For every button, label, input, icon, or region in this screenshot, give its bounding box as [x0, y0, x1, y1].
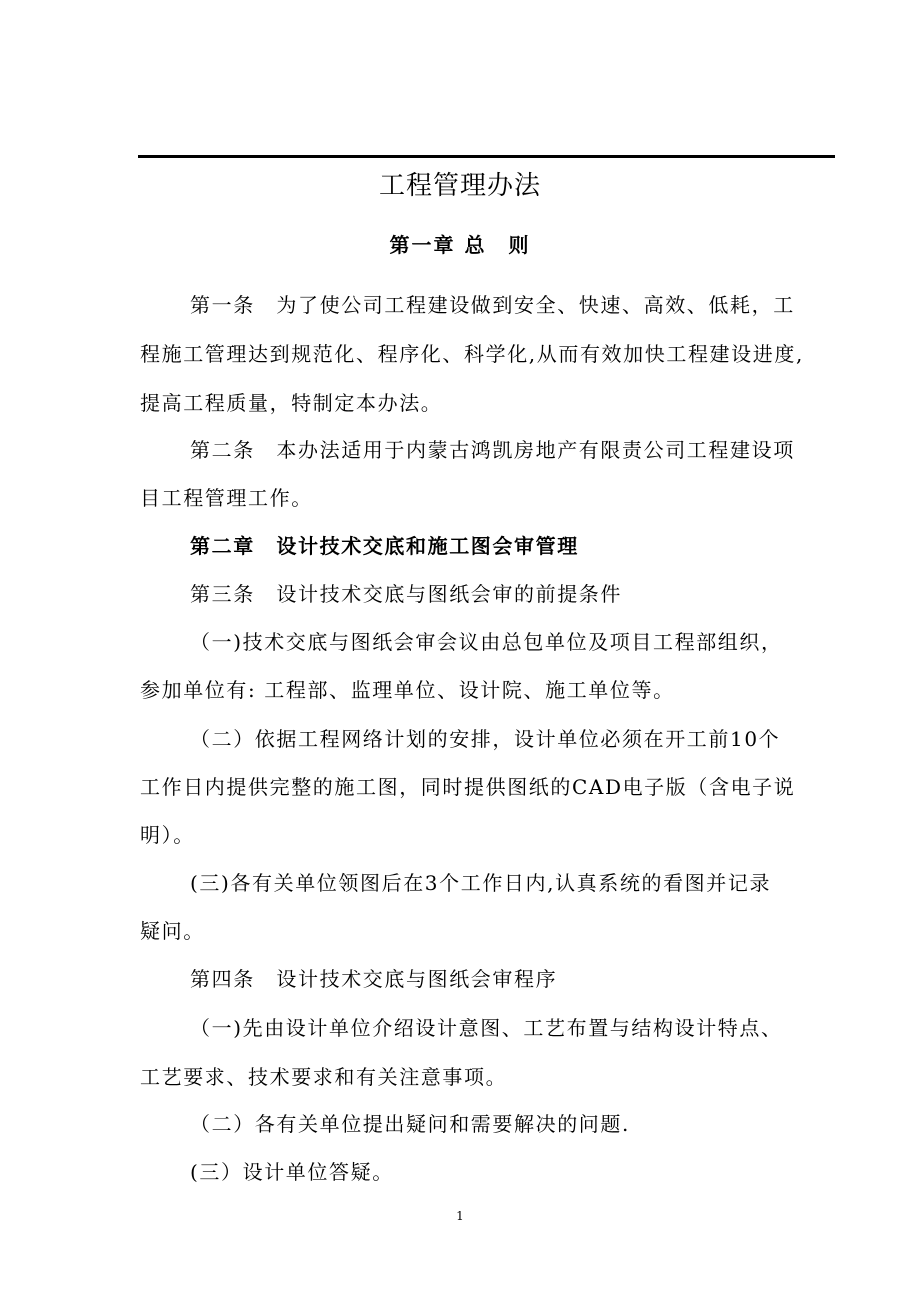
article-2-line-1: 第二条 本办法适用于内蒙古鸿凯房地产有限责公司工程建设项	[190, 438, 795, 462]
header-rule	[138, 155, 835, 158]
article-1-line-3: 提高工程质量，特制定本办法。	[140, 391, 443, 415]
article-3-item-2-line-3: 明）。	[140, 823, 195, 847]
article-3-item-2-line-1: （二）依据工程网络计划的安排，设计单位必须在开工前10个	[190, 727, 781, 751]
article-4-item-2: （二）各有关单位提出疑问和需要解决的问题.	[190, 1112, 630, 1136]
article-3-item-1-line-1: （一)技术交底与图纸会审会议由总包单位及项目工程部组织，	[190, 630, 783, 654]
document-title: 工程管理办法	[378, 171, 541, 201]
article-3-item-3-line-2: 疑问。	[140, 919, 205, 943]
article-2-line-2: 目工程管理工作。	[140, 486, 313, 510]
article-4-item-3: (三）设计单位答疑。	[190, 1160, 394, 1184]
chapter-1-heading: 第一章 总 则	[389, 233, 531, 257]
article-3-heading: 第三条 设计技术交底与图纸会审的前提条件	[190, 582, 622, 606]
article-3-item-1-line-2: 参加单位有: 工程部、监理单位、设计院、施工单位等。	[140, 678, 675, 702]
article-1-line-1: 第一条 为了使公司工程建设做到安全、快速、高效、低耗，工	[190, 293, 795, 317]
article-1-line-2: 程施工管理达到规范化、程序化、科学化,从而有效加快工程建设进度,	[140, 342, 804, 366]
article-3-item-3-line-1: (三)各有关单位领图后在3个工作日内,认真系统的看图并记录	[190, 871, 772, 895]
article-4-heading: 第四条 设计技术交底与图纸会审程序	[190, 967, 558, 991]
chapter-2-heading: 第二章 设计技术交底和施工图会审管理	[190, 534, 579, 558]
page-number: 1	[456, 1209, 464, 1223]
article-3-item-2-line-2: 工作日内提供完整的施工图，同时提供图纸的CAD电子版（含电子说	[140, 775, 796, 799]
article-4-item-1-line-2: 工艺要求、技术要求和有关注意事项。	[140, 1065, 508, 1089]
article-4-item-1-line-1: （一)先由设计单位介绍设计意图、工艺布置与结构设计特点、	[190, 1016, 783, 1040]
